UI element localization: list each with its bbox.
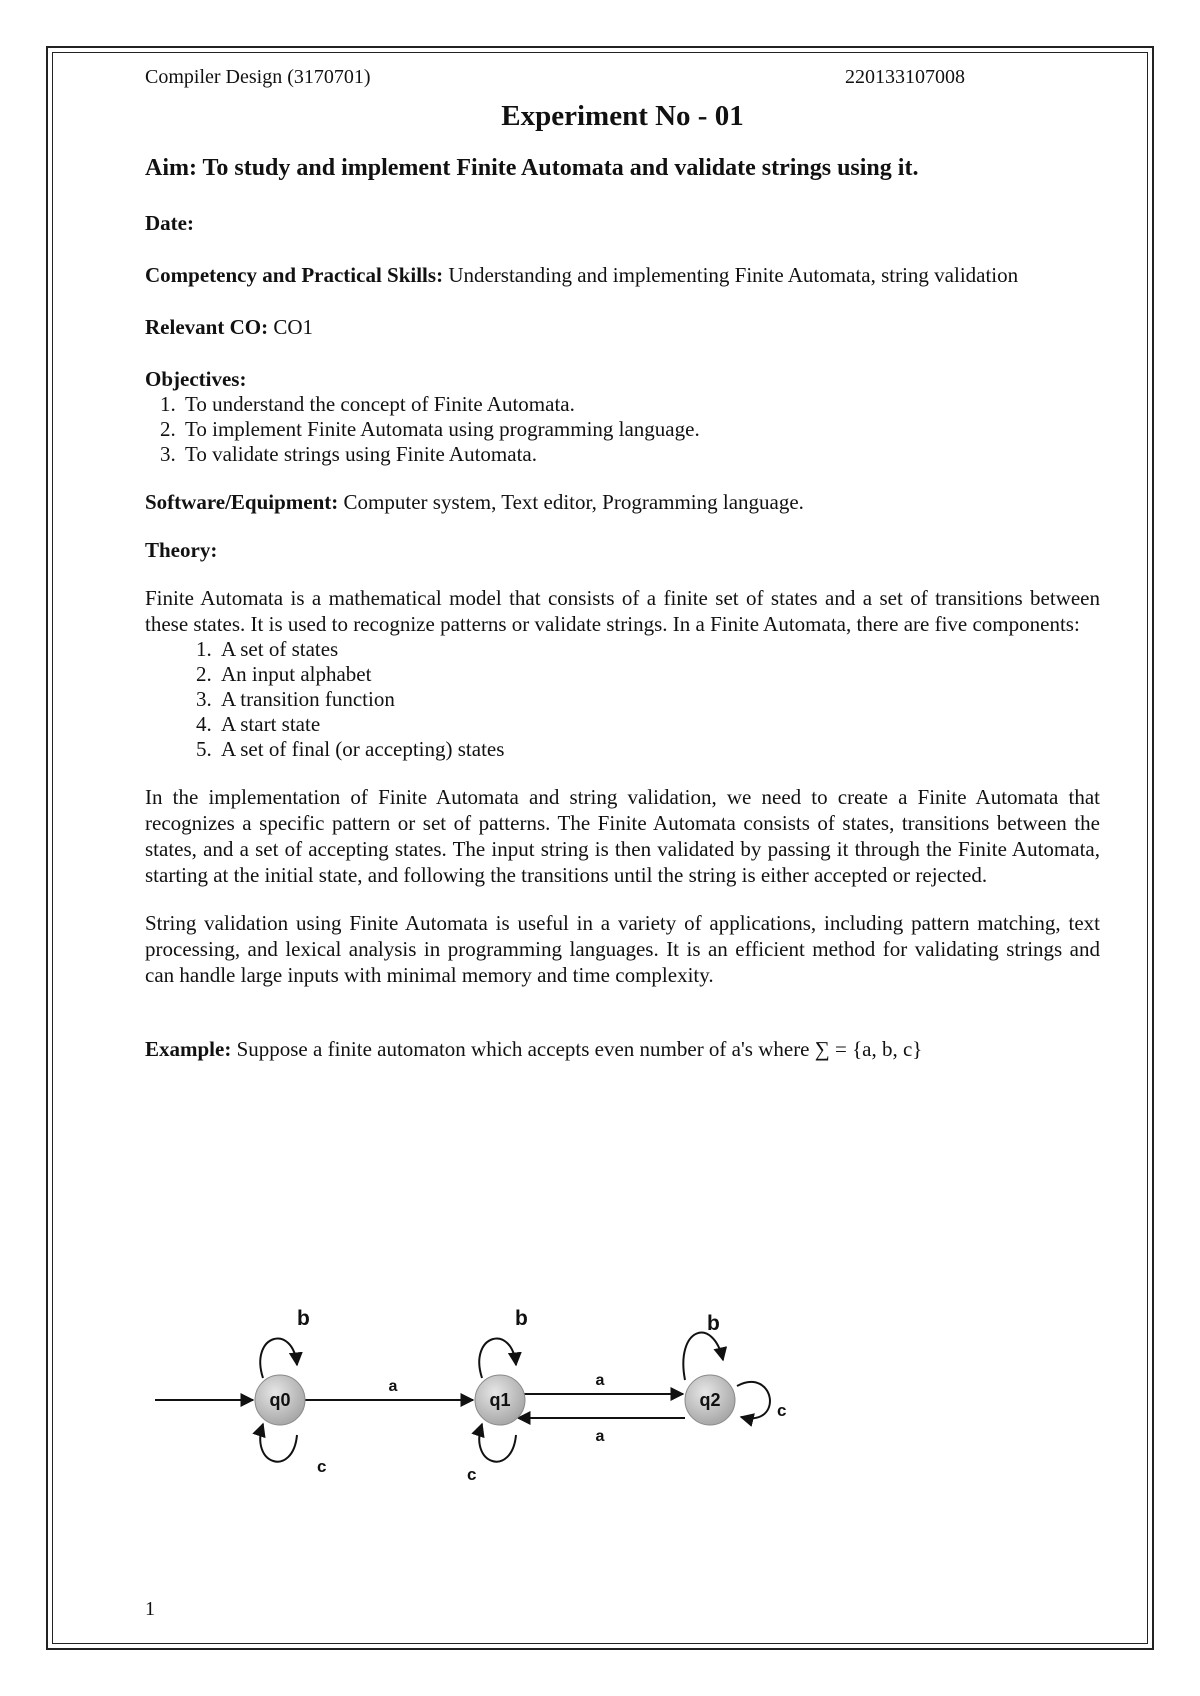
theory-paragraph-3: String validation using Finite Automata is useful in a variety of applications, including pattern matching, text processing, and lexical analysis in programming languages. It is an efficient method for validating strings and can handle large inputs with minimal memory and time complexity. [145, 911, 1100, 987]
list-item: 3. A transition function [217, 687, 1100, 712]
relevant-co-label: Relevant CO: [145, 315, 269, 339]
loop-q0-c [260, 1424, 297, 1462]
list-item: 2. An input alphabet [217, 662, 1100, 687]
competency-section [145, 262, 1100, 288]
theory-intro: Finite Automata is a mathematical model that consists of a finite set of states and a set of transitions between these states. It is used to recognize patterns or validate strings. In a Finite Automata, there are five components: [145, 586, 1100, 636]
components-list [145, 637, 1100, 762]
label-q1-loop-c: c [467, 1465, 477, 1484]
objectives-label: Objectives: [145, 367, 247, 391]
aim-statement: Aim: To study and implement Finite Automata and validate strings using it. [145, 155, 919, 181]
date-label: Date: [145, 211, 194, 235]
list-item: 1. A set of states [217, 637, 1100, 662]
example-section [145, 1036, 1100, 1062]
loop-q1-c [479, 1424, 516, 1462]
example-label: Example: [145, 1037, 232, 1061]
competency-label: Competency and Practical Skills: [145, 263, 444, 287]
label-q2-q1: a [595, 1428, 605, 1445]
label-q0-loop-c: c [317, 1457, 327, 1476]
label-q2-loop-b: b [707, 1312, 720, 1335]
software-section [145, 489, 1100, 515]
list-item: 4. A start state [217, 712, 1100, 737]
label-q1-q2: a [595, 1372, 605, 1389]
relevant-co-text: CO1 [268, 315, 313, 339]
finite-automaton-diagram [145, 1300, 805, 1510]
theory-label: Theory: [145, 538, 218, 562]
relevant-co-section [145, 314, 1100, 340]
page-title: Experiment No - 01 [501, 100, 744, 132]
objectives-list [145, 392, 1100, 467]
loop-q2-b [683, 1333, 723, 1380]
state-label-q1: q1 [489, 1390, 511, 1410]
label-q1-loop-b: b [515, 1307, 528, 1330]
theory-paragraph-2: In the implementation of Finite Automata and string validation, we need to create a Finite Automata that recognizes a specific pattern or set of patterns. The Finite Automata consists of states, transitions between the states, and a set of accepting states. The input string is then validated by passing it through the Finite Automata, starting at the initial state, and following the transitions until the string is either accepted or rejected. [145, 785, 1100, 887]
page-header [145, 62, 1100, 92]
label-q2-loop-c: c [777, 1401, 787, 1420]
document-content [145, 62, 1100, 1062]
loop-q2-c [737, 1382, 770, 1418]
list-item: 5. A set of final (or accepting) states [217, 737, 1100, 762]
course-name: Compiler Design (3170701) [145, 66, 371, 88]
competency-text: Understanding and implementing Finite Automata, string validation [443, 263, 1019, 287]
loop-q0-b [260, 1339, 297, 1378]
label-q0-q1: a [388, 1378, 398, 1395]
loop-q1-b [479, 1339, 516, 1378]
label-q0-loop-b: b [297, 1307, 310, 1330]
enrollment-number: 220133107008 [845, 66, 965, 88]
state-label-q0: q0 [269, 1390, 291, 1410]
state-label-q2: q2 [699, 1390, 721, 1410]
page-number: 1 [145, 1598, 155, 1620]
list-item: 3. To validate strings using Finite Automata. [181, 442, 1100, 467]
list-item: 2. To implement Finite Automata using programming language. [181, 417, 1100, 442]
list-item: 1. To understand the concept of Finite Automata. [181, 392, 1100, 417]
example-text: Suppose a finite automaton which accepts even number of a's where ∑ = {a, b, c} [231, 1037, 923, 1061]
software-text: Computer system, Text editor, Programming language. [338, 490, 804, 514]
software-label: Software/Equipment: [145, 490, 339, 514]
